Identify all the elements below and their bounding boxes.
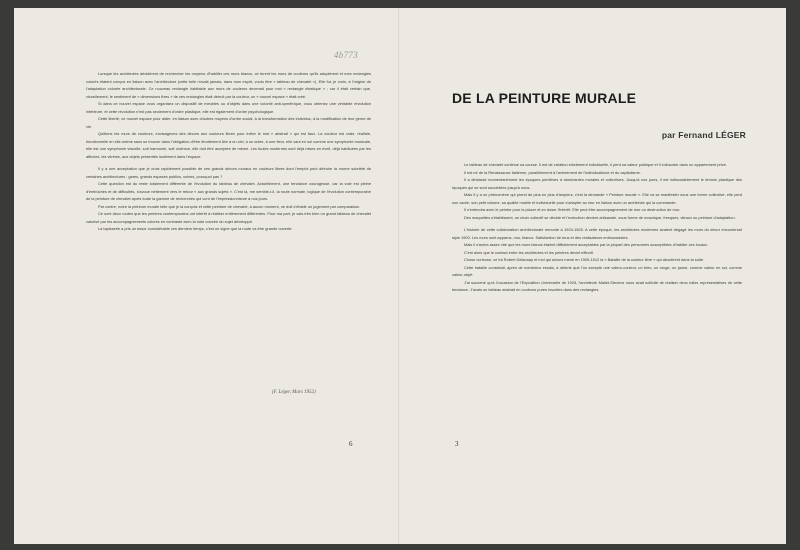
right-page [400,8,786,544]
paragraph: Mais il s'avéra assez vite que les murs blancs étaient difficilement acceptables par la plupart des personnes susceptibles d'habiter ces locaux. [464,242,709,247]
archive-stamp: 4b773 [334,50,358,60]
article-title: DE LA PEINTURE MURALE [452,90,637,106]
paragraph: C'est alors que le contact entre les architectes et les peintres devint effectif. [464,249,594,255]
page-number: 6 [349,440,353,448]
paragraph: Cette liberté, ce nouvel espace pour aider, en liaison avec d'autres moyens d'ordre social, à la transformation des individus, à la modification de leur genre de vie. [86,116,371,129]
paragraph: Chose curieuse, ce fut Robert Delaunay et moi qui avions mené en 1909-1912 la « Bataille de la couleur libre » qui aboutirent dans la suite. [464,257,705,262]
paragraph: Cette bataille consistait, après de nombreux essais, à obtenir que l'on accepte une valeur-couleur, un bleu, un rouge, un jaune, comme valeur en soi, comme valeur-objet. [452,264,742,277]
left-page [14,8,399,544]
paragraph: Des maquettes s'établissent, un choix collectif se décide et l'exécution devient artisanale, sous forme de mosaïque, fresques, vitraux ou peinture d'adaptation. [464,214,736,220]
paragraph: Lorsque les architectes décidèrent de rechercher les moyens d'habiller ces murs blancs, ce furent les murs de couleurs qu'ils adoptèrent et mes rectangles colorés étaient conçus en liaison avec l'architecture (cette toile n'avait jamais, dans mon esprit, voulu être « tableau de chevalet »). Elle fut, je crois, à l'origine de l'adaptation colorée architecturale. Ce nouveau rectangle habitable aux murs de couleurs devenait pour moi « rectangle élastique » ; car il était certain que, visuellement, le sentiment de « dimensions fixes » de ces rectangles était détruit par la couleur, un « nouvel espace » était créé. [86,71,371,99]
paragraph: L'historie de cette collaboration architecturale remonte à 1924-1925. A cette époque, les architectes modernes avaient dégagé les murs du décor encombrant style 1900. Les murs sont apparus, nus, blancs. Satisfaction de tous et des réalisateurs enthousiastes. [452,227,742,240]
paragraph: Il s'entendra avec le peintre pour la placer et en doser l'intérêt. Elle peut être accompagnement de mur ou destruction de mur. [464,207,681,212]
paragraph: Il a déclassé momentanément les époques primitives à dominantes murales et collectives. Jusqu'à nos jours, il est indiscutablement le témoin plastique des époques qui se sont succédées jusqu'à nous. [452,177,742,190]
author-byline: par Fernand LÉGER [661,130,746,140]
paragraph: Par contre, notre la peinture murale telle que je la conçois et cette peinture de chevalet, à aucun moment, ne doit s'établir un jugement par comparaison. [98,203,361,209]
paragraph: Mais il y a un phénomène qui prend de plus en plus d'ampleur, c'est la demande « Peinture murale ». Elle va se manifester sous une forme collective, elle perd son cadre, son petit volume, sa qualité mobile et individuelle pour s'adapter au mur en liaison avec un architecte qui la commande. [452,192,742,205]
page-number: 3 [455,440,459,448]
paragraph: Cette question est du reste totalement différente de l'évolution du tableau de chevalet. Actuellement, une tendance courageuse, car la voie est pleine d'embûches et de difficultés, s'avoue nettement vers le retour « aux grands sujets ». C'est là, me semble-t-il, la route normale, logique de l'évolution contemporaine de la peinture de chevalet après toute la gamme de recherches qui vont de l'impressionnisme à nos jours. [86,181,371,201]
book-spread [0,8,800,544]
paragraph: Si dans ce nouvel espace vous organisez un dispositif de meubles ou d'objets dans une volonté anti-symétrique, vous obtenez une véritable révolution intérieure, et cette révolution n'est pas seulement d'ordre plastique, elle est également d'ordre psychologique. [86,101,371,114]
paragraph: La tapisserie a pris un essor considérable ces derniers temps, c'est un signe que la route va être grande ouverte. [98,226,293,231]
paragraph: J'ai souvenir qu'à l'occasion de l'Exposition Universelle de 1925, l'architecte Mallet-Stevens nous avait sollicité de réaliser deux toiles représentatives de cette tendance. J'avais un tableau abstrait en couleurs pures inscrites dans des rectangles. [452,279,742,292]
paragraph: Quittons les murs de couleurs, envisageons des décors aux couleurs libres pour éviter le mot « abstrait » qui est faux. La couleur est vraie, réaliste, émotionnelle en elle-même sans se trouver dans l'obligation d'être étroitement liée à un ciel, à un arbre, à une fleur, elle vaut en soi comme une symphonie musicale, elle est une symphonie visuelle, soit harmonie, soit violence, elle doit être acceptée de même. Les foules modernes sont déjà mises en éveil, déjà habituées par les affiches, les vitrines, aux objets présentés isolément dans l'espace. [86,131,371,159]
signature-date: (F. Léger, Mars 1952) [272,390,316,395]
left-page-body [86,70,371,233]
paragraph: Le tableau de chevalet continue sa course. Il est de création strictement individuelle, il perd sa valeur publique et il s'absorbe dans un appartement privé. [464,162,727,167]
paragraph: Il y a une acceptation que je crois rapidement possible de ces grands décors muraux en couleurs libres dont l'emploi peut détruire la morne sobriété de certaines architectures : gares, grands espaces publics, usines, pourquoi pas ? [86,166,371,179]
right-page-body [452,161,742,294]
paragraph: Il est né de la Renaissance italienne, parallèlement à l'avènement de l'individualisme et du capitalisme. [464,169,641,175]
paragraph: Ce sont deux routes que les peintres contemporains ont intérêt à réaliser entièrement différentes. Pour ma part, je vais très bien un grand tableau de chevalet valorisé par les accompagnements colorés en contraste avec la note colorée du sujet développé. [86,211,371,224]
